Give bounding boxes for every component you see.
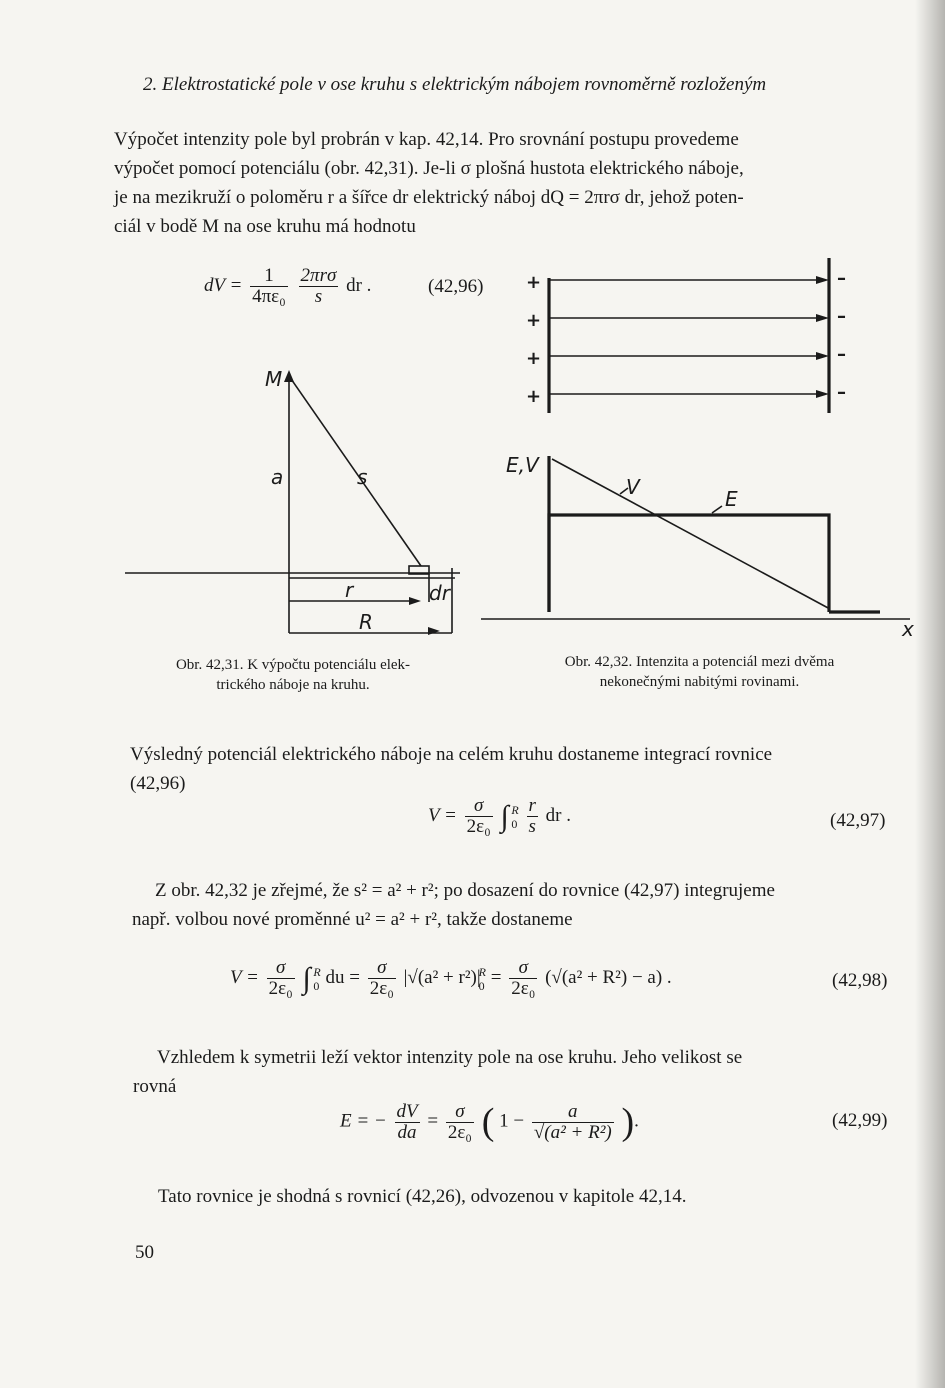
eq99-g-den: √(a² + R²) (533, 1121, 612, 1143)
label-r: r (345, 578, 354, 602)
eq98-fraction (267, 958, 295, 999)
eq98-f-num: σ (267, 958, 295, 979)
paragraph-substitution (132, 876, 900, 934)
intro-line: Výpočet intenzity pole byl probrán v kap. 42,14. Pro srovnání postupu provedeme (114, 129, 739, 150)
eq98-lower: 0 (313, 978, 320, 993)
eq97-limits (511, 803, 518, 831)
eq98-f-num: σ (368, 958, 396, 979)
label-M: M (265, 367, 283, 391)
label-EV: E,V (506, 453, 539, 477)
caption-line: Obr. 42,31. K výpočtu potenciálu elek- (175, 657, 411, 673)
eq98-eval-lower: 0 (478, 978, 485, 993)
eq96-tail: dr . (346, 274, 372, 296)
eq99-number: (42,99) (832, 1110, 888, 1131)
integral-sign: ∫ (302, 961, 311, 995)
eq97-fraction (465, 796, 493, 837)
r-arrowhead (409, 597, 421, 605)
field-arrowhead (816, 352, 829, 360)
eq99-g-num: a (532, 1102, 614, 1123)
section-heading: 2. Elektrostatické pole v ose kruhu s elektrickým nábojem rovnoměrně rozloženým (143, 74, 767, 95)
left-paren: ( (481, 1101, 495, 1143)
eq99-fraction (446, 1102, 474, 1143)
eq98-fraction-3 (509, 958, 537, 999)
figure-42-31 (125, 360, 465, 640)
intensity-E-line (549, 515, 829, 612)
eq99-lhs: E = − (340, 1110, 387, 1132)
eq96-f1-num: 1 (250, 266, 288, 287)
eq99-derivative (395, 1102, 420, 1143)
minus-sign: – (837, 382, 846, 403)
eq98-f-den: 2ε₀ (511, 978, 536, 999)
eq99-equals: = (427, 1110, 439, 1132)
eq97-fraction-2 (527, 796, 538, 837)
plus-sign: + (526, 348, 542, 369)
minus-sign: – (837, 306, 846, 327)
page-number: 50 (135, 1242, 154, 1263)
paragraph-line: (42,96) (130, 773, 186, 794)
eq96-fraction-2 (299, 266, 339, 307)
distance-s-line (289, 376, 421, 566)
integral-sign: ∫ (500, 799, 509, 833)
equation-42-99 (340, 1100, 639, 1144)
paragraph-conclusion: Tato rovnice je shodná s rovnicí (42,26), odvozenou v kapitole 42,14. (158, 1186, 687, 1207)
plus-sign: + (526, 272, 542, 293)
field-arrowhead (816, 390, 829, 398)
eq98-upper: R (313, 964, 321, 979)
caption-line: nekonečnými nabitými rovinami. (599, 674, 800, 690)
eq98-lhs: V = (230, 966, 259, 988)
eq96-fraction-1 (250, 266, 288, 307)
label-a: a (271, 465, 284, 489)
paragraph-line: Vzhledem k symetrii leží vektor intenzity pole na ose kruhu. Jeho velikost se (157, 1047, 743, 1068)
eq98-equals: = (490, 966, 502, 988)
eq97-lhs: V = (428, 804, 457, 826)
eq96-f2-den: s (314, 286, 323, 307)
label-V: V (626, 475, 640, 499)
equation-42-97 (428, 796, 571, 837)
eq97-g-den: s (528, 816, 536, 837)
eq98-eval-limits (479, 965, 486, 993)
paragraph-line: Z obr. 42,32 je zřejmé, že s² = a² + r²; po dosazení do rovnice (42,97) integrujeme (155, 880, 775, 901)
eq98-result: (√(a² + R²) − a) . (545, 966, 672, 988)
eq98-f-den: 2ε₀ (268, 978, 293, 999)
intro-line: je na mezikruží o poloměru r a šířce dr elektrický náboj dQ = 2πrσ dr, jehož poten- (114, 187, 744, 208)
eq99-inner-fraction (532, 1102, 614, 1143)
plus-sign: + (526, 386, 542, 407)
E-leader (712, 506, 722, 513)
label-R: R (359, 610, 373, 634)
paragraph-line: rovná (133, 1076, 177, 1097)
axis-arrowhead (284, 370, 294, 382)
eq99-f-den: 2ε₀ (447, 1121, 472, 1143)
eq96-lhs: dV = (204, 274, 243, 296)
figure-42-32 (480, 250, 925, 640)
eq97-f-num: σ (465, 796, 493, 817)
eq97-number: (42,97) (830, 810, 886, 831)
eq96-f2-num: 2πrσ (300, 265, 337, 286)
eq99-f-num: σ (446, 1102, 474, 1123)
caption-line: trického náboje na kruhu. (216, 677, 370, 693)
figure-42-31-caption (128, 655, 458, 695)
equation-42-98 (230, 958, 672, 999)
minus-sign: – (837, 268, 846, 289)
potential-V-line (552, 459, 830, 609)
eq97-tail: dr . (545, 804, 571, 826)
eq98-root-term: |√(a² + r²)| (403, 966, 481, 988)
eq99-d-num: dV (396, 1100, 418, 1122)
eq99-tail: . (634, 1110, 639, 1132)
paragraph-integration (130, 740, 900, 798)
eq98-limits (313, 965, 320, 993)
eq99-one-minus: 1 − (499, 1110, 525, 1132)
intro-paragraph (114, 125, 884, 241)
eq98-f-num: σ (509, 958, 537, 979)
paragraph-line: Výsledný potenciál elektrického náboje na celém kruhu dostaneme integrací rovnice (130, 744, 773, 765)
eq96-f1-den: 4πε₀ (252, 286, 286, 307)
eq98-eval-upper: R (478, 964, 486, 979)
label-x: x (902, 617, 914, 640)
eq98-f-den: 2ε₀ (369, 978, 394, 999)
eq98-du: du = (325, 966, 360, 988)
label-E: E (725, 487, 738, 511)
label-s: s (357, 465, 368, 489)
intro-line: výpočet pomocí potenciálu (obr. 42,31). Je-li σ plošná hustota elektrického náboje, (114, 158, 744, 179)
eq98-fraction-2 (368, 958, 396, 999)
eq97-f-den: 2ε₀ (466, 816, 491, 837)
eq99-d-den: da (397, 1121, 417, 1143)
figure-42-32-caption (502, 652, 897, 692)
paragraph-line: např. volbou nové proměnné u² = a² + r², takže dostaneme (132, 909, 573, 930)
intro-line: ciál v bodě M na ose kruhu má hodnotu (114, 216, 416, 237)
label-dr: dr (429, 581, 450, 605)
eq96-number: (42,96) (428, 276, 484, 297)
eq97-lower: 0 (511, 816, 518, 831)
right-paren: ) (621, 1101, 635, 1143)
eq98-number: (42,98) (832, 970, 888, 991)
field-arrowhead (816, 314, 829, 322)
page-edge-shadow (915, 0, 945, 1388)
equation-42-96 (204, 266, 371, 307)
plus-sign: + (526, 310, 542, 331)
eq97-g-num: r (528, 795, 536, 816)
paragraph-symmetry (133, 1043, 902, 1101)
field-arrowhead (816, 276, 829, 284)
minus-sign: – (837, 344, 846, 365)
eq97-upper: R (511, 802, 519, 817)
caption-line: Obr. 42,32. Intenzita a potenciál mezi dvěma (564, 654, 835, 670)
